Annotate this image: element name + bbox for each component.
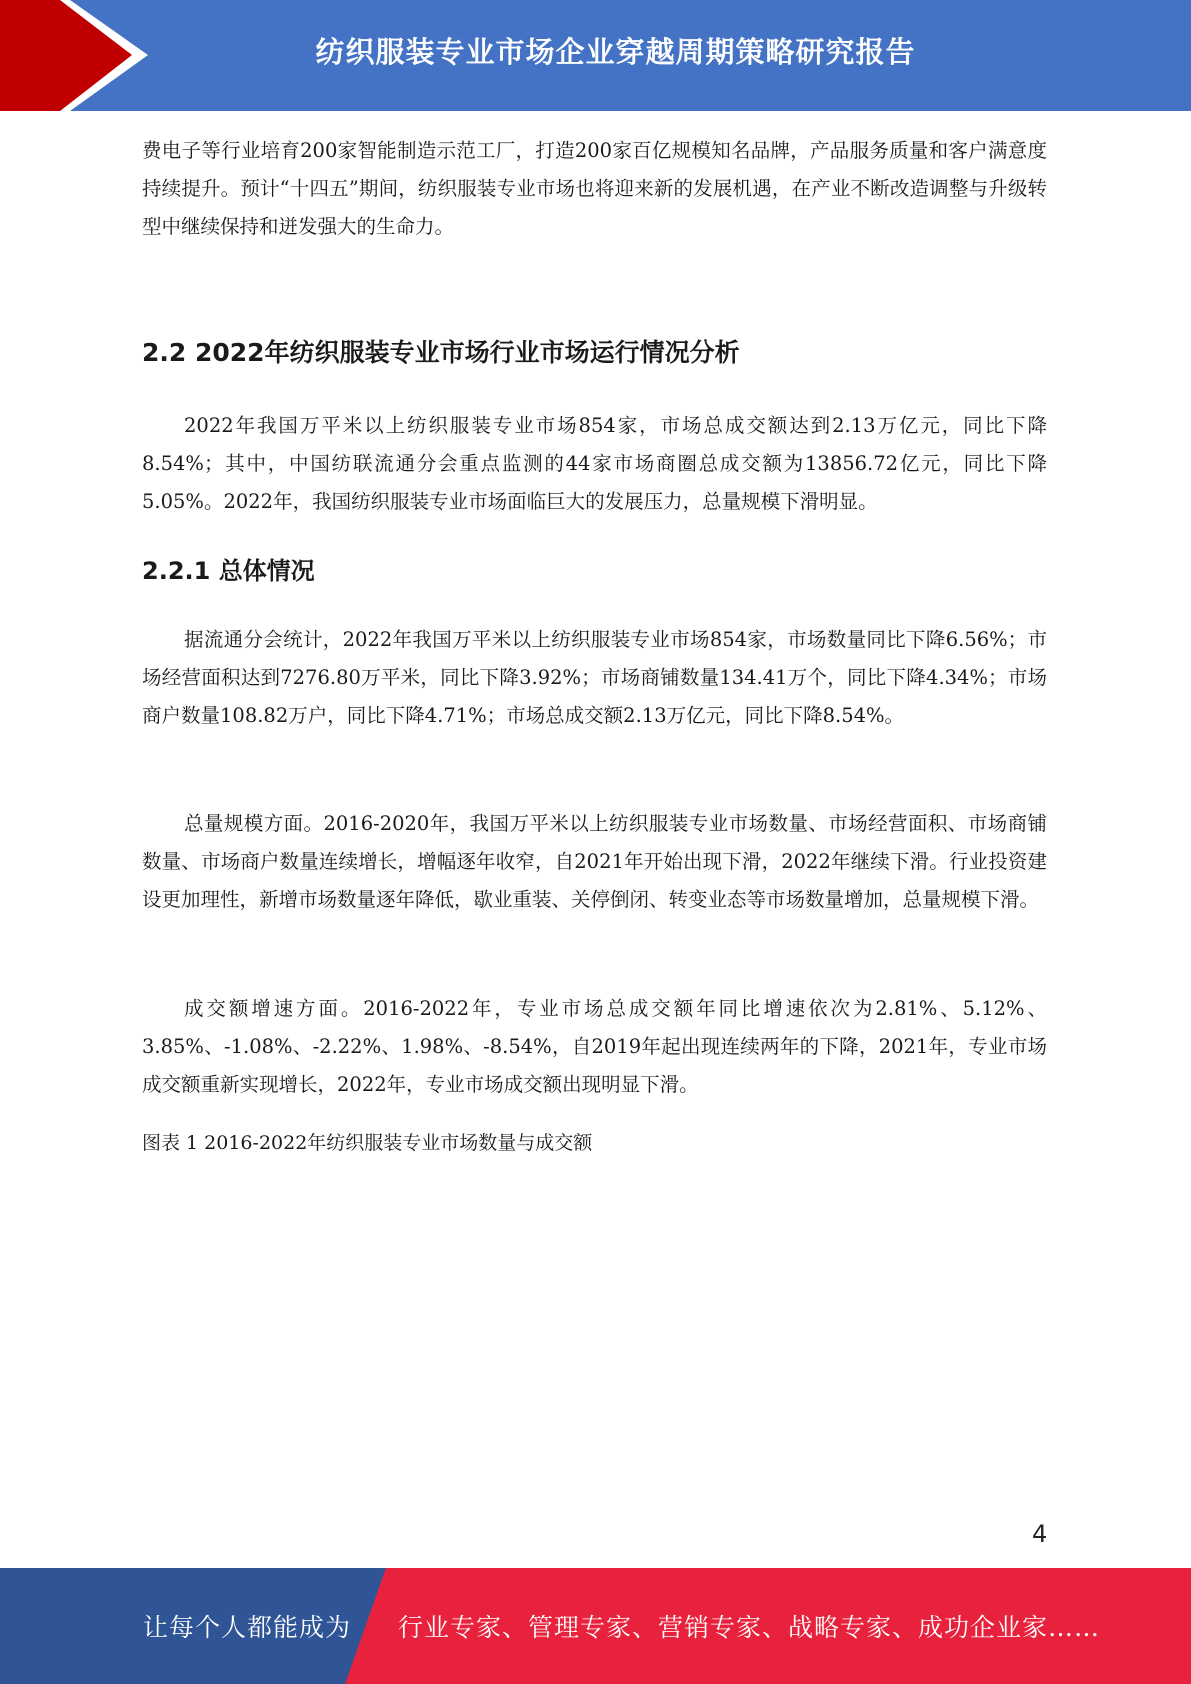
- figure-caption: 图表 1 2016-2022年纺织服装专业市场数量与成交额: [142, 1132, 593, 1154]
- intro-paragraph: 费电子等行业培育200家智能制造示范工厂，打造200家百亿规模知名品牌，产品服务质量和客户满意度持续提升。预计“十四五”期间，纺织服装专业市场也将迎来新的发展机遇，在产业不断改造调整与升级转型中继续保持和迸发强大的生命力。: [142, 139, 1047, 238]
- growth-paragraph: 成交额增速方面。2016-2022年，专业市场总成交额年同比增速依次为2.81%、5.12%、3.85%、-1.08%、-2.22%、1.98%、-8.54%，自2019年起出现连续两年的下降，2021年，专业市场成交额重新实现增长，2022年，专业市场成交额出现明显下滑。: [142, 997, 1047, 1096]
- report-title: 纺织服装专业市场企业穿越周期策略研究报告: [315, 34, 916, 69]
- scale-paragraph: 总量规模方面。2016-2020年，我国万平米以上纺织服装专业市场数量、市场经营面积、市场商铺数量、市场商户数量连续增长，增幅逐年收窄，自2021年开始出现下滑，2022年继续下滑。行业投资建设更加理性，新增市场数量逐年降低，歇业重装、关停倒闭、转变业态等市场数量增加，总量规模下滑。: [142, 812, 1047, 911]
- section-2-2-heading: 2.2 2022年纺织服装专业市场行业市场运行情况分析: [142, 338, 740, 367]
- stats-paragraph-block: [142, 621, 1047, 735]
- scale-paragraph-block: [142, 805, 1047, 919]
- footer-slogan-right: 行业专家、管理专家、营销专家、战略专家、成功企业家……: [398, 1613, 1101, 1642]
- growth-paragraph-block: [142, 990, 1047, 1104]
- stats-paragraph: 据流通分会统计，2022年我国万平米以上纺织服装专业市场854家，市场数量同比下降6.56%；市场经营面积达到7276.80万平米，同比下降3.92%；市场商铺数量134.41万个，同比下降4.34%；市场商户数量108.82万户，同比下降4.71%；市场总成交额2.13万亿元，同比下降8.54%。: [142, 628, 1047, 727]
- section-2-2-paragraph: 2022年我国万平米以上纺织服装专业市场854家，市场总成交额达到2.13万亿元，同比下降8.54%；其中，中国纺联流通分会重点监测的44家市场商圈总成交额为13856.72亿元，同比下降5.05%。2022年，我国纺织服装专业市场面临巨大的发展压力，总量规模下滑明显。: [142, 414, 1047, 513]
- page-header: [0, 0, 1191, 111]
- footer-slogan-left: 让每个人都能成为: [143, 1613, 352, 1642]
- section-2-2-paragraph-block: [142, 407, 1047, 521]
- page-number: 4: [1032, 1520, 1048, 1548]
- section-2-2-1-heading: 2.2.1 总体情况: [142, 557, 315, 585]
- page-footer: [0, 1568, 1191, 1684]
- intro-paragraph-block: [142, 132, 1047, 246]
